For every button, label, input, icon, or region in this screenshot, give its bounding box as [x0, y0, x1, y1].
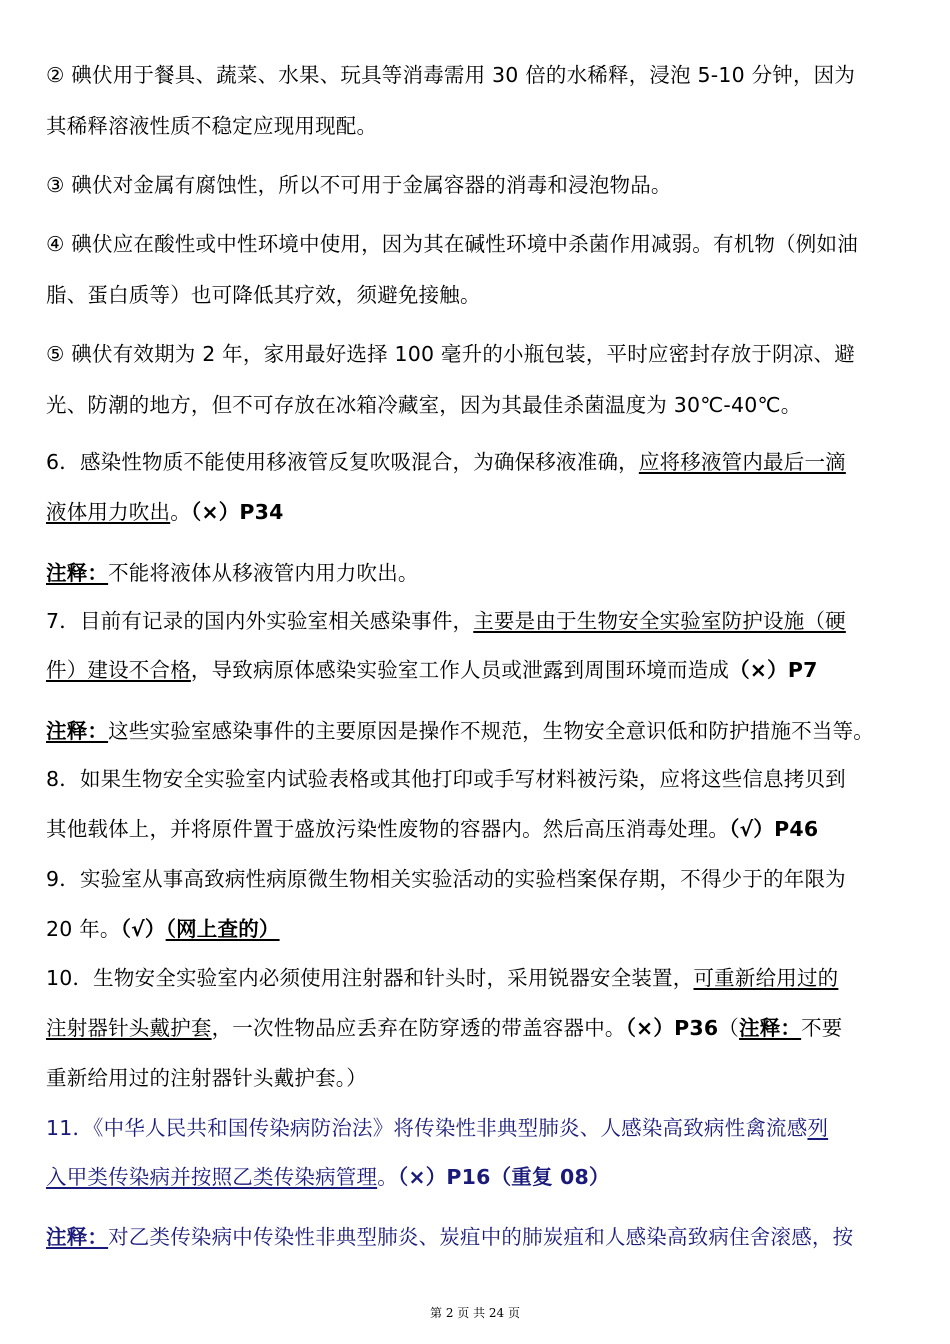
question-7-line-2 [46, 655, 818, 685]
underlined-text: 可重新给用过的 [693, 966, 839, 990]
question-text: 8．如果生物安全实验室内试验表格或其他打印或手写材料被污染，应将这些信息拷贝到 [46, 767, 846, 791]
question-8-line-1 [46, 764, 846, 794]
underlined-text: 液体用力吹出 [46, 500, 171, 524]
question-6-note [46, 558, 419, 588]
underlined-text: 应将移液管内最后一滴 [638, 450, 846, 474]
text-segment: ④ 碘伏应在酸性或中性环境中使用，因为其在碱性环境中杀菌作用减弱。有机物（例如油 [46, 232, 858, 256]
question-10-line-2 [46, 1013, 843, 1043]
question-text: 。 [170, 500, 191, 524]
note-label: 注释： [46, 719, 109, 743]
question-text: 11．《中华人民共和国传染病防治法》将传染性非典型肺炎、人感染高致病性禽流感 [46, 1116, 808, 1140]
paragraph-line [46, 111, 377, 141]
answer-mark: （×）P16（重复 08） [397, 1165, 610, 1189]
note-text: 不要 [801, 1016, 843, 1040]
source-note: （网上查的） [165, 917, 280, 941]
question-text: 7．目前有记录的国内外实验室相关感染事件， [46, 609, 474, 633]
underlined-text: 主要是由于生物安全实验室防护设施（硬 [473, 609, 846, 633]
question-6-line-2 [46, 497, 284, 527]
answer-mark: （×）P7 [729, 658, 818, 682]
paragraph-line [46, 170, 672, 200]
paragraph-line [46, 390, 801, 420]
paragraph-line [46, 339, 855, 369]
question-text: ，导致病原体感染实验室工作人员或泄露到周围环境而造成 [190, 658, 730, 682]
question-text: 。 [377, 1165, 398, 1189]
answer-mark: （×）P34 [190, 500, 284, 524]
question-6-line-1 [46, 447, 846, 477]
page-footer: 第 2 页 共 24 页 [430, 1306, 520, 1320]
paragraph-line [46, 280, 481, 310]
question-text: （ [718, 1016, 739, 1040]
question-7-line-1 [46, 606, 846, 636]
question-10-line-1 [46, 963, 838, 993]
question-text: 6．感染性物质不能使用移液管反复吹吸混合，为确保移液准确， [46, 450, 639, 474]
note-text: 不能将液体从移液管内用力吹出。 [108, 561, 419, 585]
underlined-text: 列 [807, 1116, 829, 1140]
question-text: 20 年。 [46, 917, 121, 941]
note-label: 注释： [46, 1225, 109, 1249]
question-10-line-3 [46, 1063, 367, 1093]
note-label: 注释： [46, 561, 109, 585]
question-text: 10．生物安全实验室内必须使用注射器和针头时，采用锐器安全装置， [46, 966, 694, 990]
question-9-line-2 [46, 914, 280, 944]
note-label: 注释： [739, 1016, 802, 1040]
question-11-line-2 [46, 1162, 610, 1192]
note-text: 这些实验室感染事件的主要原因是操作不规范，生物安全意识低和防护措施不当等。 [108, 719, 875, 743]
answer-mark: （√）P46 [729, 817, 819, 841]
question-11-note [46, 1222, 853, 1252]
paragraph-line [46, 60, 855, 90]
question-text: 9．实验室从事高致病性病原微生物相关实验活动的实验档案保存期，不得少于的年限为 [46, 867, 846, 891]
question-11-line-1 [46, 1113, 828, 1143]
underlined-text: 件）建设不合格 [46, 658, 191, 682]
question-9-line-1 [46, 864, 846, 894]
text-segment: 其稀释溶液性质不稳定应现用现配。 [46, 114, 378, 138]
underlined-text: 入甲类传染病并按照乙类传染病管理 [46, 1165, 378, 1189]
text-segment: ② 碘伏用于餐具、蔬菜、水果、玩具等消毒需用 30 倍的水稀释，浸泡 5-10 分钟，因为 [46, 63, 856, 87]
paragraph-line [46, 229, 858, 259]
text-segment: 脂、蛋白质等）也可降低其疗效，须避免接触。 [46, 283, 481, 307]
note-text: 重新给用过的注射器针头戴护套。） [46, 1066, 367, 1090]
question-8-line-2 [46, 814, 818, 844]
question-text: ，一次性物品应丢弃在防穿透的带盖容器中。 [211, 1016, 626, 1040]
question-text: 其他载体上，并将原件置于盛放污染性废物的容器内。然后高压消毒处理。 [46, 817, 730, 841]
text-segment: ③ 碘伏对金属有腐蚀性，所以不可用于金属容器的消毒和浸泡物品。 [46, 173, 672, 197]
answer-mark: （×）P36 [625, 1016, 719, 1040]
answer-mark: （√） [120, 917, 166, 941]
text-segment: 光、防潮的地方，但不可存放在冰箱冷藏室，因为其最佳杀菌温度为 30℃-40℃。 [46, 393, 802, 417]
question-7-note [46, 716, 874, 746]
underlined-text: 注射器针头戴护套 [46, 1016, 212, 1040]
text-segment: ⑤ 碘伏有效期为 2 年，家用最好选择 100 毫升的小瓶包装，平时应密封存放于阴凉、避 [46, 342, 855, 366]
note-text: 对乙类传染病中传染性非典型肺炎、炭疽中的肺炭疽和人感染高致病住舍滚感，按 [108, 1225, 854, 1249]
